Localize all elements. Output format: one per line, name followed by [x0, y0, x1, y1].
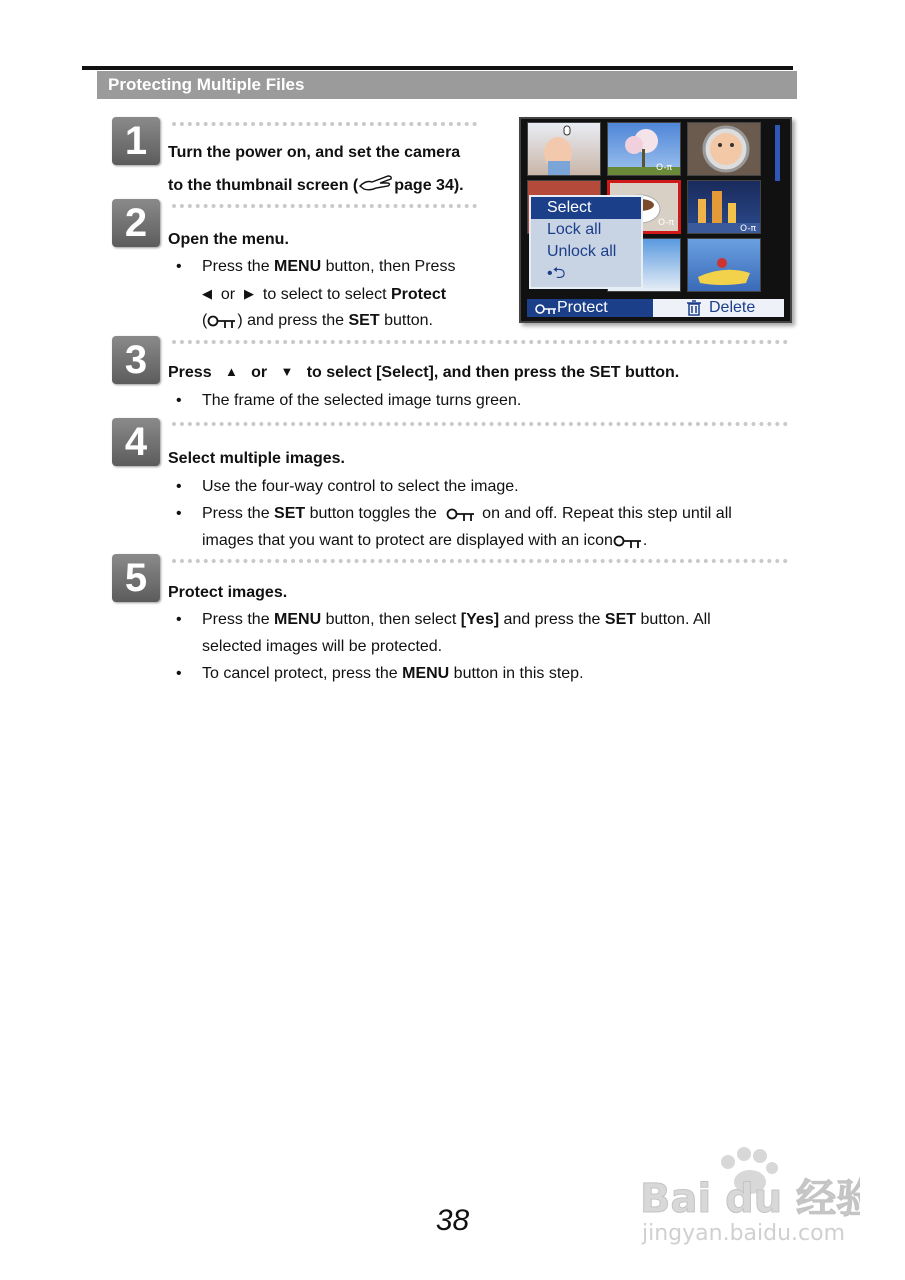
bullet-marker: • — [176, 611, 182, 628]
step-1-line-2: to the thumbnail screen ( page 34). — [168, 172, 464, 195]
delete-label: Delete — [709, 299, 756, 316]
protect-key-icon — [207, 315, 223, 326]
dotted-divider — [172, 122, 477, 126]
step-4-bullet-1: Use the four-way control to select the image. — [202, 478, 519, 495]
menu-item-select: Select — [531, 197, 641, 219]
thumbnail-portrait — [687, 122, 761, 176]
menu-item-lock-all: Lock all — [547, 221, 602, 238]
trash-icon — [687, 300, 701, 321]
right-arrow-icon: ▶ — [244, 286, 255, 301]
baidu-watermark — [640, 1140, 860, 1250]
step-5-bullet-1-line-2: selected images will be protected. — [202, 638, 443, 655]
step-3-title: Press ▲ or ▼ to select [Select], and then press the SET button. — [168, 364, 680, 381]
step-2-bullet-1-line-2: ◀ or ▶ to select to select Protect — [202, 280, 446, 308]
scrollbar-thumb — [775, 125, 780, 181]
up-arrow-icon: ▲ — [224, 364, 238, 379]
thumbnail-jetski — [687, 238, 761, 292]
camera-thumbnail-screen — [519, 117, 792, 323]
step-5-bullet-2: To cancel protect, press the MENU button in this step. — [202, 665, 584, 682]
section-title: Protecting Multiple Files — [97, 71, 797, 99]
watermark-url: jingyan.baidu.com — [642, 1221, 846, 1246]
thumbnail-baby — [527, 122, 601, 176]
protect-tab: Protect — [527, 299, 653, 317]
step-3-bullet-1: The frame of the selected image turns green. — [202, 392, 522, 409]
menu-item-back — [531, 263, 641, 285]
step-4-bullet-2-line-2: images that you want to protect are displayed with an icon . — [202, 532, 648, 549]
step-5-bullet-1-line-1: Press the MENU button, then select [Yes] and press the SET button. All — [202, 611, 711, 628]
camera-bottom-bar — [527, 299, 784, 317]
dotted-divider — [172, 204, 477, 208]
svg-text:O-π: O-π — [740, 224, 757, 233]
protect-menu — [529, 195, 643, 289]
step-5-title: Protect images. — [168, 584, 288, 601]
step-2-bullet-1-line-1: Press the MENU button, then Press — [202, 258, 456, 275]
top-rule — [82, 66, 793, 70]
dotted-divider — [172, 559, 788, 563]
step-2-bullet-1-line-3: ( ) and press the SET button. — [202, 312, 433, 329]
step-4-title: Select multiple images. — [168, 450, 345, 467]
step-2-title: Open the menu. — [168, 231, 289, 248]
page-number: 38 — [435, 1204, 470, 1237]
protect-key-icon — [613, 535, 629, 546]
svg-text:O-π: O-π — [658, 218, 675, 228]
thumbnail-city — [687, 180, 761, 234]
step-number-2: 2 — [112, 199, 160, 247]
step-number-3: 3 — [112, 336, 160, 384]
step-4-bullet-2-line-1: Press the SET button toggles the on and off. Repeat this step until all — [202, 505, 732, 522]
left-arrow-icon: ◀ — [202, 286, 212, 301]
bullet-marker: • — [176, 665, 182, 682]
bullet-marker: • — [176, 505, 182, 522]
step-number-5: 5 — [112, 554, 160, 602]
watermark-logo: Bai du 经验 — [640, 1176, 860, 1222]
thumbnail-blossom — [607, 122, 681, 176]
step-number-1: 1 — [112, 117, 160, 165]
bullet-marker: • — [176, 258, 182, 275]
page-reference-hand-icon — [358, 172, 394, 190]
menu-item-unlock-all: Unlock all — [547, 243, 617, 260]
dotted-divider — [172, 340, 788, 344]
back-arrow-icon: •⮌ — [547, 265, 566, 282]
protect-key-icon — [535, 302, 557, 320]
bullet-marker: • — [176, 392, 182, 409]
step-number-4: 4 — [112, 418, 160, 466]
bullet-marker: • — [176, 478, 182, 495]
step-1-line-1: Turn the power on, and set the camera — [168, 144, 461, 161]
protect-key-icon — [446, 508, 462, 519]
svg-text:O-π: O-π — [656, 163, 673, 173]
down-arrow-icon: ▼ — [280, 364, 294, 379]
dotted-divider — [172, 422, 788, 426]
